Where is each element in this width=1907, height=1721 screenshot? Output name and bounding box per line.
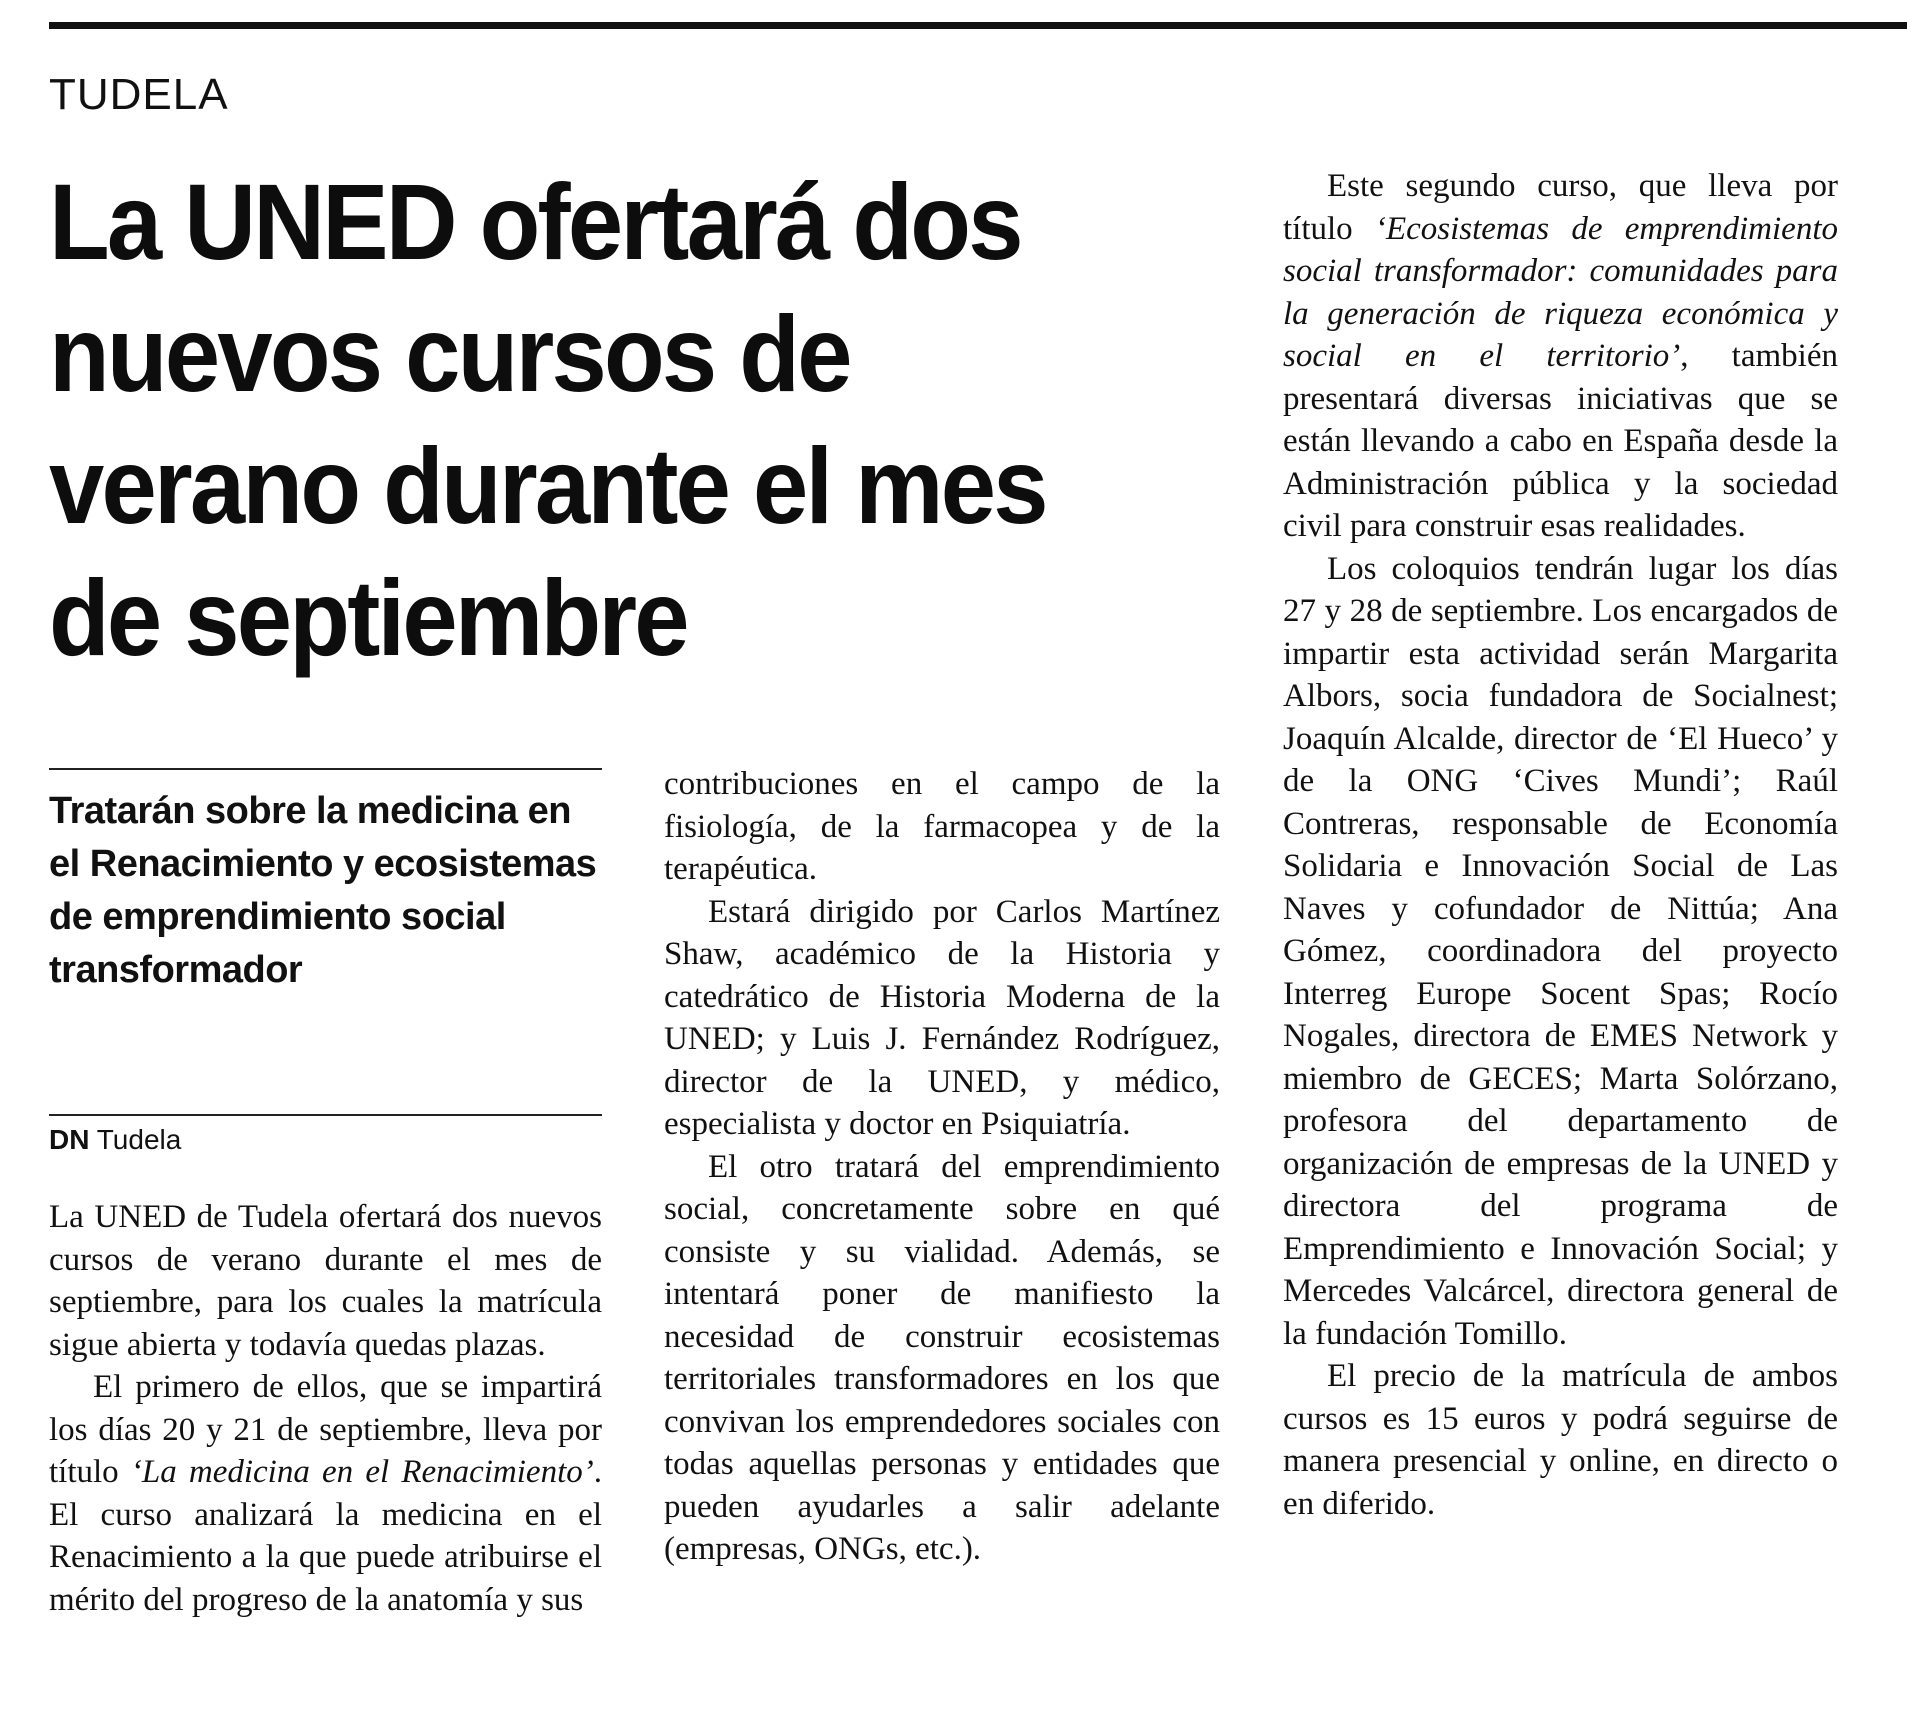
paragraph [1283, 165, 1838, 548]
paragraph-text: . El curso analizará la medicina en el Renacimiento a la que puede atribuirse el mérito del progreso de la anatomía y sus [49, 1454, 602, 1618]
paragraph: contribuciones en el campo de la fisiología, de la farmacopea y de la terapéutica. [664, 766, 1220, 887]
article-column-middle [664, 763, 1220, 1571]
course-title-italic: ‘Ecosistemas de emprendimiento social transformador: comunidades para la generación de riqueza económica y social en el territorio’ [1283, 210, 1838, 374]
paragraph-text: El primero de ellos, que se impartirá los días 20 y 21 de septiembre, lleva por título [49, 1369, 602, 1490]
paragraph: Los coloquios tendrán lugar los días 27 y 28 de septiembre. Los encargados de impartir esta actividad serán Margarita Albors, socia fundadora de Socialnest; Joaquín Alcalde, director de ‘El Hueco’ y de la ONG ‘Cives Mundi’; Raúl Contreras, responsable de Economía Solidaria e Innovación Social de Las Naves y cofundador de Nittúa; Ana Gómez, coordinadora del proyecto Interreg Europe Socent Spas; Rocío Nogales, directora de EMES Network y miembro de GECES; Marta Solórzano, profesora del departamento de organización de empresas de la UNED y directora del programa de Emprendimiento e Innovación Social; y Mercedes Valcárcel, directora general de la fundación Tomillo. [1283, 550, 1838, 1352]
paragraph-text: , también presentará diversas iniciativas que se están llevando a cabo en España desde la Administración pública y la sociedad civil para construir esas realidades. [1283, 338, 1838, 544]
headline: La UNED ofertará dos nuevos cursos de verano durante el mes de septiembre [49, 161, 1046, 678]
course-title-italic: ‘La medicina en el Renacimiento’ [130, 1454, 594, 1490]
paragraph: La UNED de Tudela ofertará dos nuevos cursos de verano durante el mes de septiembre, para los cuales la matrícula sigue abierta y todavía quedas plazas. [49, 1199, 602, 1363]
byline-brand: DN [49, 1124, 90, 1155]
section-label: TUDELA [49, 70, 229, 119]
byline-location: Tudela [96, 1124, 182, 1155]
paragraph: El otro tratará del emprendimiento social, concretamente sobre en qué consiste y su vialidad. Además, se intentará poner de manifiesto la necesidad de construir ecosistemas territoriales transformadores en los que convivan los emprendedores sociales con todas aquellas personas y entidades que pueden ayudarles a salir adelante (empresas, ONGs, etc.). [664, 1148, 1220, 1567]
top-rule [49, 22, 1907, 29]
byline-rule [49, 1114, 602, 1116]
paragraph: Estará dirigido por Carlos Martínez Shaw, académico de la Historia y catedrático de Historia Moderna de la UNED; y Luis J. Fernández Rodríguez, director de la UNED, y médico, especialista y doctor en Psiquiatría. [664, 893, 1220, 1142]
subheadline: Tratarán sobre la medicina en el Renacimiento y ecosistemas de emprendimiento social transformador [49, 790, 597, 991]
subhead-top-rule [49, 768, 602, 770]
paragraph [49, 1366, 602, 1621]
article-column-right [1283, 165, 1838, 1525]
paragraph-text: Este segundo curso, que lleva por título [1283, 168, 1838, 247]
paragraph: El precio de la matrícula de ambos cursos es 15 euros y podrá seguirse de manera presencial y online, en directo o en diferido. [1283, 1358, 1838, 1522]
article-column-left [49, 1196, 602, 1621]
byline [49, 1124, 181, 1156]
